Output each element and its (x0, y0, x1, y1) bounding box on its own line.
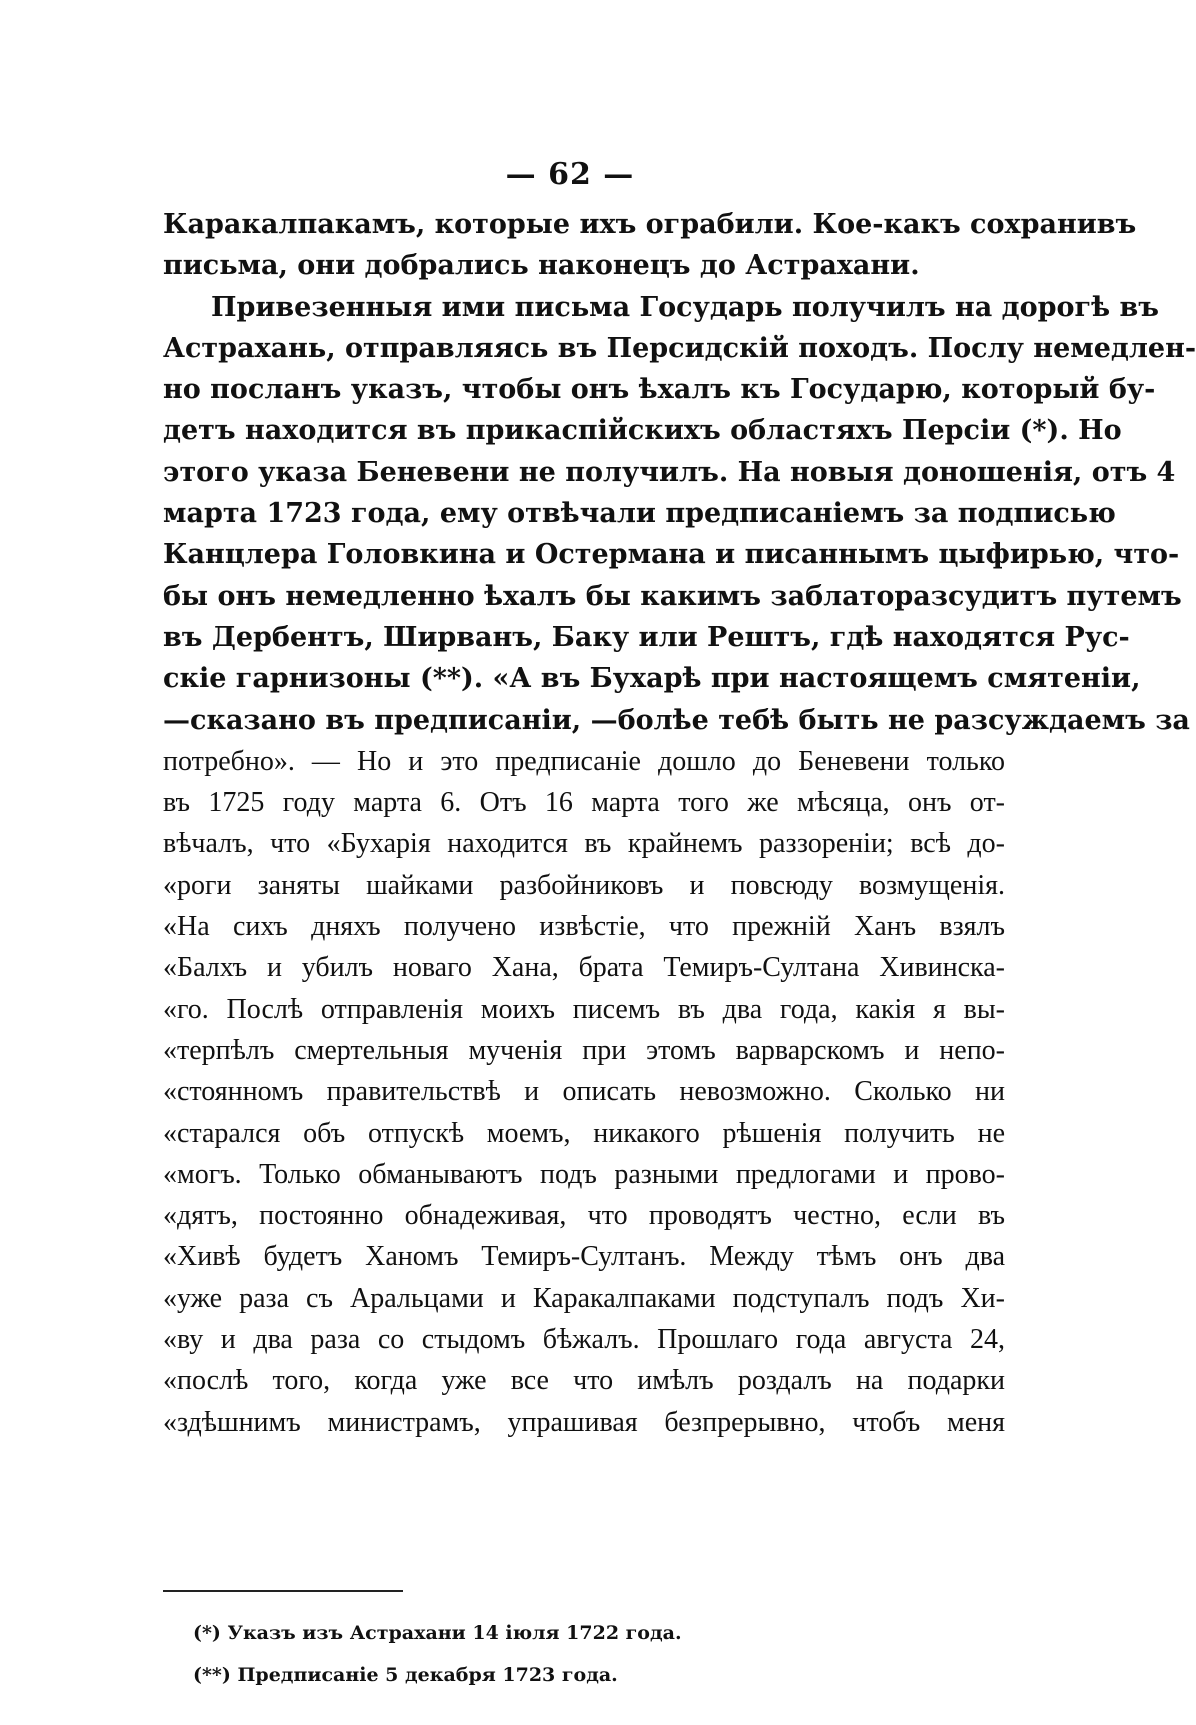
text-line: потребно». — Но и это предписаніе дошло до Беневени только (163, 745, 1005, 777)
page-number: — 62 — (505, 157, 635, 192)
text-line: Каракалпакамъ, которые ихъ ограбили. Кое-какъ сохранивъ (163, 209, 1137, 240)
footnote: (**) Предписаніе 5 декабря 1723 года. (193, 1664, 618, 1686)
text-line: «На сихъ дняхъ получено извѣстіе, что прежній Ханъ взялъ (163, 911, 1005, 943)
text-line: «могъ. Только обманываютъ подъ разными предлогами и прово- (163, 1158, 1005, 1190)
text-line: скіе гарнизоны (**). «А въ Бухарѣ при настоящемъ смятеніи, (163, 663, 1141, 695)
text-line: бы онъ немедленно ѣхалъ бы какимъ заблаторазсудитъ путемъ (163, 580, 1182, 612)
text-line: «дятъ, постоянно обнадеживая, что проводятъ честно, если въ (163, 1200, 1005, 1232)
text-line: въ Дербентъ, Ширванъ, Баку или Рештъ, гдѣ находятся Рус- (163, 621, 1130, 653)
text-line: «уже раза съ Аральцами и Каракалпаками подступалъ подъ Хи- (163, 1282, 1005, 1314)
text-line: «стоянномъ правительствѣ и описать невозможно. Сколько ни (163, 1076, 1005, 1108)
text-line: «Балхъ и убилъ новаго Хана, брата Темиръ-Султана Хивинска- (163, 952, 1005, 984)
text-line: детъ находится въ прикаспійскихъ областяхъ Персіи (*). Но (163, 415, 1122, 447)
text-line: «го. Послѣ отправленія моихъ писемъ въ два года, какія я вы- (163, 993, 1005, 1025)
footnotes (193, 1612, 893, 1696)
paragraph-first-line: Привезенныя ими письма Государь получилъ на дорогѣ въ (211, 291, 1159, 323)
body-text (163, 204, 1196, 1443)
footnote-divider (163, 1590, 403, 1592)
text-line: но посланъ указъ, чтобы онъ ѣхалъ къ Государю, который бу- (163, 374, 1156, 406)
text-line: «роги заняты шайками разбойниковъ и повсюду возмущенія. (163, 869, 1005, 901)
text-line: въ 1725 году марта 6. Отъ 16 марта того же мѣсяца, онъ от- (163, 787, 1005, 819)
text-line: Астрахань, отправляясь въ Персидскій походъ. Послу немедлен- (163, 332, 1196, 364)
text-line: «Хивѣ будетъ Ханомъ Темиръ-Султанъ. Между тѣмъ онъ два (163, 1241, 1005, 1273)
text-line: «старался объ отпускѣ моемъ, никакого рѣшенія получить не (163, 1117, 1005, 1149)
text-line: «послѣ того, когда уже все что имѣлъ роздалъ на подарки (163, 1365, 1005, 1397)
footnote: (*) Указъ изъ Астрахани 14 іюля 1722 года. (193, 1622, 682, 1644)
text-line: «здѣшнимъ министрамъ, упрашивая безпрерывно, чтобъ меня (163, 1406, 1005, 1438)
text-line: вѣчалъ, что «Бухарія находится въ крайнемъ раззореніи; всѣ до- (163, 828, 1005, 860)
text-line: —сказано въ предписаніи, —болѣе тебѣ быть не разсуждаемъ за (163, 704, 1190, 736)
text-line: марта 1723 года, ему отвѣчали предписаніемъ за подписью (163, 498, 1116, 530)
text-line: «ву и два раза со стыдомъ бѣжалъ. Прошлаго года августа 24, (163, 1324, 1005, 1356)
text-line: Канцлера Головкина и Остермана и писаннымъ цыфирью, что- (163, 539, 1180, 571)
text-line: «терпѣлъ смертельныя мученія при этомъ варварскомъ и непо- (163, 1034, 1005, 1066)
text-line: этого указа Беневени не получилъ. На новыя доношенія, отъ 4 (163, 456, 1176, 488)
text-line: письма, они добрались наконецъ до Астрахани. (163, 250, 920, 282)
